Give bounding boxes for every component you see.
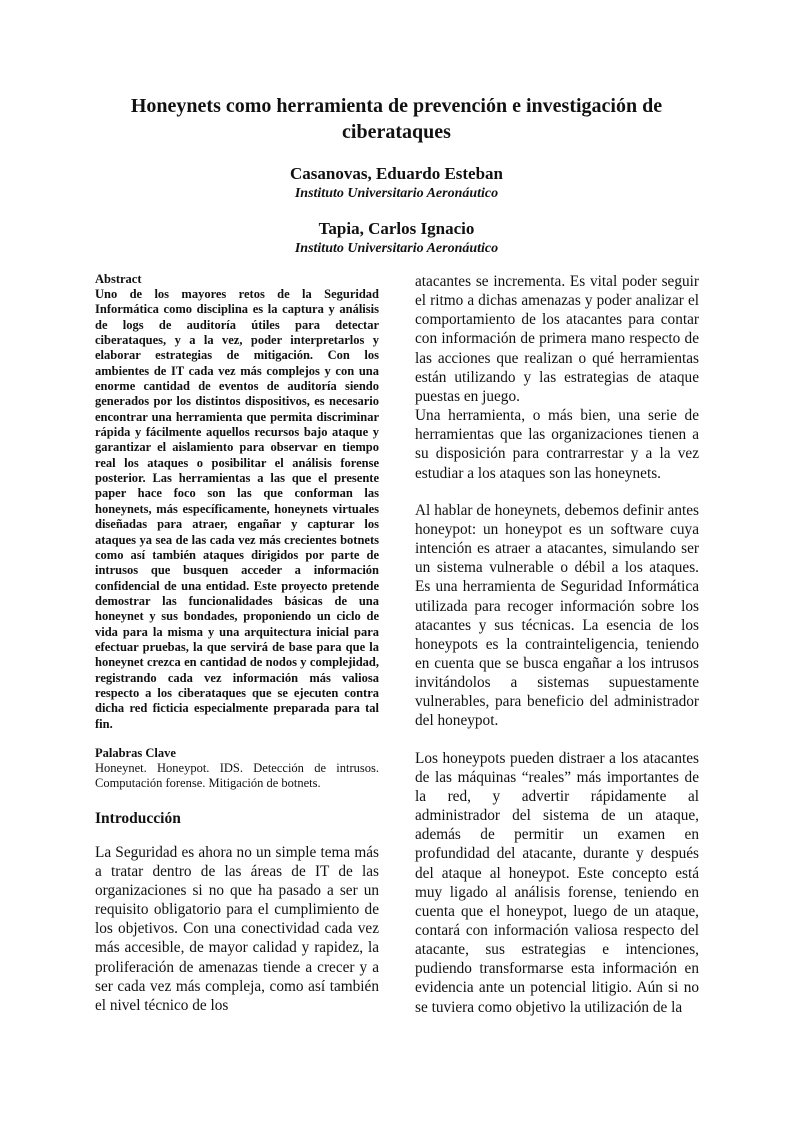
introduction-paragraph-3: Al hablar de honeynets, debemos definir antes honeypot: un honeypot es un software cuya intención es atraer a atacantes, simulando ser un sistema vulnerable o débil a los ataques. Es una herramienta de Seguridad Informática utilizada para recoger información sobre los atacantes y sus técnicas. La esencia de los honeypots es la contrainteligencia, teniendo en cuenta que se busca engañar a los intrusos invitándolos a sistemas supuestamente vulnerables, para beneficio del administrador del honeypot. [415,501,699,730]
introduction-heading: Introducción [95,809,181,827]
introduction-continuation: atacantes se incrementa. Es vital poder seguir el ritmo a dichas amenazas y poder analizar el comportamiento de los atacantes para contar con información de primera mano respecto de las acciones que realizan o qué herramientas están utilizando y las estrategias de ataque puestas en juego. [415,273,699,405]
abstract-text: Uno de los mayores retos de la Seguridad Informática como disciplina es la captura y análisis de logs de auditoría útiles para detectar ciberataques, y a la vez, poder interpretarlos y elaborar estrategias de mitigación. Con los ambientes de IT cada vez más complejos y con una enorme cantidad de eventos de auditoría siendo generados por los distintos dispositivos, es necesario encontrar una herramienta que permita discriminar rápida y fácilmente aquellos recursos bajo ataque y garantizar el aislamiento para observar en tiempo real los ataques o posibilitar el análisis forense posterior. Las herramientas a las que el presente paper hace foco son las que conforman las honeynets, más específicamente, honeynets virtuales diseñadas para atraer, engañar y capturar los ataques ya sea de las cada vez más crecientes botnets como así también ataques dirigidos por parte de intrusos que busquen acceder a información confidencial de una entidad. Este proyecto pretende demostrar las funcionalidades básicas de una honeynet y sus bondades, proponiendo un ciclo de vida para la misma y una arquitectura inicial para efectuar pruebas, la que servirá de base para que la honeynet crezca en cantidad de nodos y complejidad, registrando cada vez información más valiosa respecto a los ciberataques que se ejecuten contra dicha red ficticia especialmente preparada para tal fin. [95,287,379,731]
author-affiliation: Instituto Universitario Aeronáutico [294,186,499,201]
keywords-text: Honeynet. Honeypot. IDS. Detección de intrusos. Computación forense. Mitigación de botnets. [95,760,379,791]
right-column [415,272,699,1017]
introduction-paragraph-2: Una herramienta, o más bien, una serie de herramientas que las organizaciones tienen a su disposición para contrarrestar y a la vez estudiar a los ataques son las honeynets. [415,407,699,482]
keywords-heading: Palabras Clave [95,745,176,760]
introduction-paragraph-4: Los honeypots pueden distraer a los atacantes de las máquinas “reales” más importantes de la red, y advertir rápidamente al administrador del sistema de un ataque, además de permitir un examen en profundidad del atacante, durante y después del ataque al honeypot. Este concepto está muy ligado al análisis forense, teniendo en cuenta que el honeypot, luego de un ataque, contará con información valiosa respecto del atacante, sus estrategias e intenciones, pudiendo transformarse esta información en evidencia ante un potencial litigio. Aún si no se tuviera como objetivo la utilización de la [415,749,699,1016]
left-column [95,272,379,1015]
author-block-2 [95,218,698,257]
author-name: Casanovas, Eduardo Esteban [289,164,504,183]
author-name: Tapia, Carlos Ignacio [318,219,475,238]
author-affiliation: Instituto Universitario Aeronáutico [294,241,499,256]
abstract-heading: Abstract [95,272,142,286]
introduction-paragraph-1: La Seguridad es ahora no un simple tema más a tratar dentro de las áreas de IT de las organizaciones si no que ha pasado a ser un requisito obligatorio para el cumplimiento de los objetivos. Con una conectividad cada vez más accesible, de mayor calidad y rapidez, la proliferación de amenazas tiende a crecer y a ser cada vez más compleja, como así también el nivel técnico de los [95,843,379,1014]
paper-title: Honeynets como herramienta de prevención e investigación de ciberataques [130,95,663,143]
author-block-1 [95,163,698,202]
